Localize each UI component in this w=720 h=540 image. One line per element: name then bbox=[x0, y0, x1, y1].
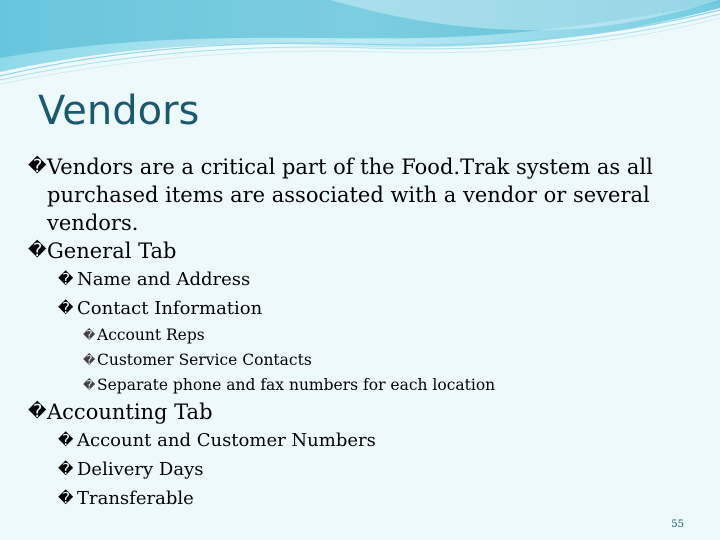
bullet-marker-icon: � bbox=[58, 431, 74, 449]
header-wave-decoration bbox=[0, 0, 720, 90]
bullet-list bbox=[28, 153, 688, 513]
bullet-item bbox=[28, 426, 688, 455]
bullet-marker-icon: � bbox=[83, 353, 96, 367]
page-number: 55 bbox=[671, 519, 684, 530]
bullet-item bbox=[28, 294, 688, 323]
bullet-marker-icon: � bbox=[28, 156, 47, 177]
bullet-item bbox=[28, 237, 688, 265]
bullet-marker-icon: � bbox=[58, 270, 74, 288]
bullet-text: Vendors are a critical part of the Food.Trak system as all purchased items are associated with a vendor or several vendors. bbox=[47, 155, 653, 235]
bullet-text: Transferable bbox=[77, 488, 194, 509]
slide-title: Vendors bbox=[38, 88, 200, 134]
bullet-marker-icon: � bbox=[83, 328, 96, 342]
bullet-marker-icon: � bbox=[58, 299, 74, 317]
bullet-text: Account Reps bbox=[97, 326, 205, 344]
bullet-marker-icon: � bbox=[83, 378, 96, 392]
bullet-item bbox=[28, 484, 688, 513]
bullet-text: General Tab bbox=[47, 239, 177, 263]
bullet-text: Separate phone and fax numbers for each location bbox=[97, 376, 496, 394]
bullet-item bbox=[28, 455, 688, 484]
bullet-text: Accounting Tab bbox=[47, 400, 213, 424]
bullet-text: Delivery Days bbox=[77, 459, 204, 480]
bullet-item bbox=[28, 153, 688, 237]
bullet-item bbox=[28, 348, 688, 373]
bullet-text: Account and Customer Numbers bbox=[77, 430, 376, 451]
bullet-marker-icon: � bbox=[28, 240, 47, 261]
bullet-text: Contact Information bbox=[77, 298, 263, 319]
bullet-text: Name and Address bbox=[77, 269, 251, 290]
bullet-marker-icon: � bbox=[28, 401, 47, 422]
bullet-item bbox=[28, 398, 688, 426]
bullet-item bbox=[28, 265, 688, 294]
bullet-marker-icon: � bbox=[58, 489, 74, 507]
bullet-marker-icon: � bbox=[58, 460, 74, 478]
bullet-item bbox=[28, 373, 688, 398]
bullet-item bbox=[28, 323, 688, 348]
bullet-text: Customer Service Contacts bbox=[97, 351, 312, 369]
